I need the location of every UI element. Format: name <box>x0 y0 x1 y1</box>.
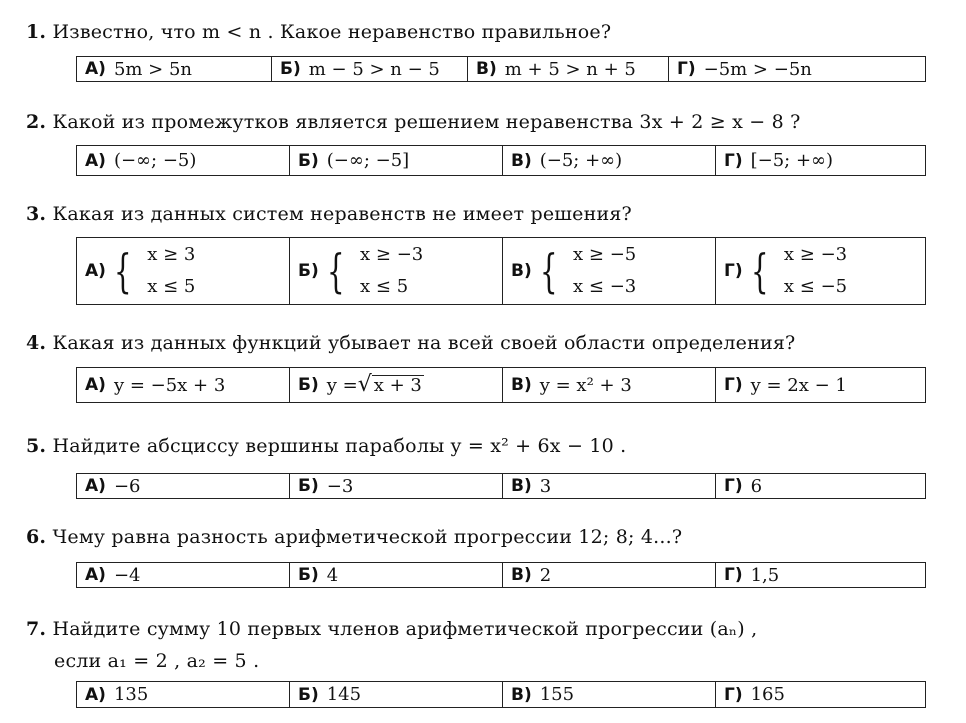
option-letter: А) <box>85 565 106 585</box>
question-text: Какая из данных функций убывает на всей своей области определения? <box>52 332 796 354</box>
option-letter: Г) <box>724 261 743 281</box>
question-text: Найдите сумму 10 первых членов арифметической прогрессии (aₙ) , <box>52 618 758 640</box>
option-letter: А) <box>85 684 106 705</box>
option-v[interactable] <box>503 563 716 587</box>
inequality-system <box>540 239 637 303</box>
option-value: 145 <box>326 684 362 705</box>
option-value: 165 <box>750 684 785 705</box>
option-v[interactable] <box>503 682 716 707</box>
option-a[interactable] <box>77 682 290 707</box>
brace-icon: { <box>750 244 769 298</box>
inequality-system <box>114 239 195 303</box>
option-value: 3 <box>539 475 552 497</box>
option-g[interactable] <box>716 238 925 304</box>
option-value: y = 2x − 1 <box>750 374 847 396</box>
system-line: x ≤ −5 <box>783 276 848 297</box>
option-g[interactable] <box>716 563 925 587</box>
answer-options <box>76 681 926 708</box>
answer-options <box>76 237 926 305</box>
option-b[interactable] <box>290 146 503 175</box>
option-letter: Г) <box>724 684 743 705</box>
option-letter: А) <box>85 261 106 281</box>
option-letter: Б) <box>298 476 319 496</box>
question-text: Какая из данных систем неравенств не имеет решения? <box>52 203 632 225</box>
question-number: 6. <box>26 526 47 548</box>
option-letter: В) <box>511 565 532 585</box>
option-letter: Б) <box>280 59 301 79</box>
question-text: Какой из промежутков является решением неравенства 3x + 2 ≥ x − 8 ? <box>52 111 801 133</box>
sqrt-icon: √ <box>357 372 372 397</box>
option-b[interactable] <box>290 238 503 304</box>
radicand: x + 3 <box>373 375 422 396</box>
question-2 <box>26 110 926 171</box>
option-value: −3 <box>326 475 354 497</box>
question-text: Известно, что m < n . Какое неравенство правильное? <box>52 21 612 43</box>
question-3 <box>26 202 926 298</box>
option-a[interactable] <box>77 368 290 402</box>
option-letter: В) <box>476 59 497 79</box>
question-4 <box>26 331 926 397</box>
question-7 <box>26 617 926 705</box>
option-value: (−5; +∞) <box>539 150 623 171</box>
system-line: x ≤ 5 <box>147 276 196 297</box>
inequality-system <box>327 239 424 303</box>
option-value: 2 <box>539 564 552 586</box>
option-g[interactable] <box>669 57 925 81</box>
option-a[interactable] <box>77 474 290 498</box>
option-letter: Б) <box>298 684 319 705</box>
system-line: x ≥ −3 <box>783 244 848 265</box>
option-letter: В) <box>511 150 532 171</box>
option-letter: А) <box>85 59 106 79</box>
option-a[interactable] <box>77 238 290 304</box>
option-g[interactable] <box>716 368 925 402</box>
system-line: x ≥ −5 <box>573 244 637 265</box>
option-value: 1,5 <box>750 564 780 586</box>
option-letter: Б) <box>298 375 319 395</box>
question-number: 2. <box>26 111 47 133</box>
question-5 <box>26 434 926 497</box>
option-v[interactable] <box>503 238 716 304</box>
option-a[interactable] <box>77 563 290 587</box>
brace-icon: { <box>326 244 345 298</box>
option-g[interactable] <box>716 474 925 498</box>
option-v[interactable] <box>503 368 716 402</box>
question-number: 1. <box>26 21 47 43</box>
brace-icon: { <box>539 244 558 298</box>
answer-options <box>76 56 926 82</box>
option-value: m − 5 > n − 5 <box>308 58 440 80</box>
question-number: 4. <box>26 332 47 354</box>
option-value: 155 <box>539 684 575 705</box>
option-value: m + 5 > n + 5 <box>504 58 636 80</box>
question-6 <box>26 525 926 586</box>
option-letter: Б) <box>298 261 319 281</box>
question-text: Чему равна разность арифметической прогрессии 12; 8; 4...? <box>52 526 683 548</box>
option-value: [−5; +∞) <box>750 150 834 171</box>
answer-options <box>76 145 926 176</box>
option-v[interactable] <box>503 474 716 498</box>
system-line: x ≤ −3 <box>573 276 637 297</box>
system-line: x ≥ 3 <box>147 244 196 265</box>
option-value: 4 <box>326 564 339 586</box>
option-value: (−∞; −5) <box>113 150 197 171</box>
option-letter: А) <box>85 150 106 171</box>
option-value: −4 <box>113 564 141 586</box>
option-value: (−∞; −5] <box>326 150 410 171</box>
option-g[interactable] <box>716 682 925 707</box>
answer-options <box>76 473 926 499</box>
option-value: −6 <box>113 475 141 497</box>
option-letter: А) <box>85 476 106 496</box>
system-line: x ≤ 5 <box>360 276 409 297</box>
option-v[interactable] <box>468 57 669 81</box>
option-letter: Г) <box>677 59 696 79</box>
answer-options <box>76 367 926 403</box>
option-v[interactable] <box>503 146 716 175</box>
option-g[interactable] <box>716 146 925 175</box>
option-letter: Г) <box>724 565 743 585</box>
option-letter: Б) <box>298 150 319 171</box>
option-letter: Б) <box>298 565 319 585</box>
inequality-system <box>751 239 848 303</box>
question-1 <box>26 20 926 80</box>
answer-options <box>76 562 926 588</box>
option-letter: В) <box>511 684 532 705</box>
option-b[interactable] <box>290 368 503 402</box>
option-a[interactable] <box>77 57 272 81</box>
option-value: 135 <box>113 684 149 705</box>
option-letter: В) <box>511 261 532 281</box>
option-b[interactable] <box>272 57 468 81</box>
option-b[interactable] <box>290 682 503 707</box>
option-letter: В) <box>511 375 532 395</box>
question-text-continued: если a₁ = 2 , a₂ = 5 . <box>54 650 260 672</box>
option-letter: А) <box>85 375 106 395</box>
square-root <box>358 374 424 396</box>
option-value: 5m > 5n <box>113 58 193 80</box>
option-letter: В) <box>511 476 532 496</box>
question-number: 7. <box>26 618 47 640</box>
brace-icon: { <box>113 244 132 298</box>
option-letter: Г) <box>724 150 743 171</box>
option-value: y = x² + 3 <box>539 374 632 396</box>
option-b[interactable] <box>290 474 503 498</box>
option-value: −5m > −5n <box>703 58 812 80</box>
option-value: y = −5x + 3 <box>113 374 226 396</box>
option-a[interactable] <box>77 146 290 175</box>
system-line: x ≥ −3 <box>360 244 424 265</box>
option-value: 6 <box>750 475 763 497</box>
option-letter: Г) <box>724 375 743 395</box>
option-value: y = <box>326 374 358 396</box>
option-b[interactable] <box>290 563 503 587</box>
question-number: 5. <box>26 435 47 457</box>
question-text: Найдите абсциссу вершины параболы y = x² + 6x − 10 . <box>52 435 627 457</box>
option-letter: Г) <box>724 476 743 496</box>
question-number: 3. <box>26 203 47 225</box>
